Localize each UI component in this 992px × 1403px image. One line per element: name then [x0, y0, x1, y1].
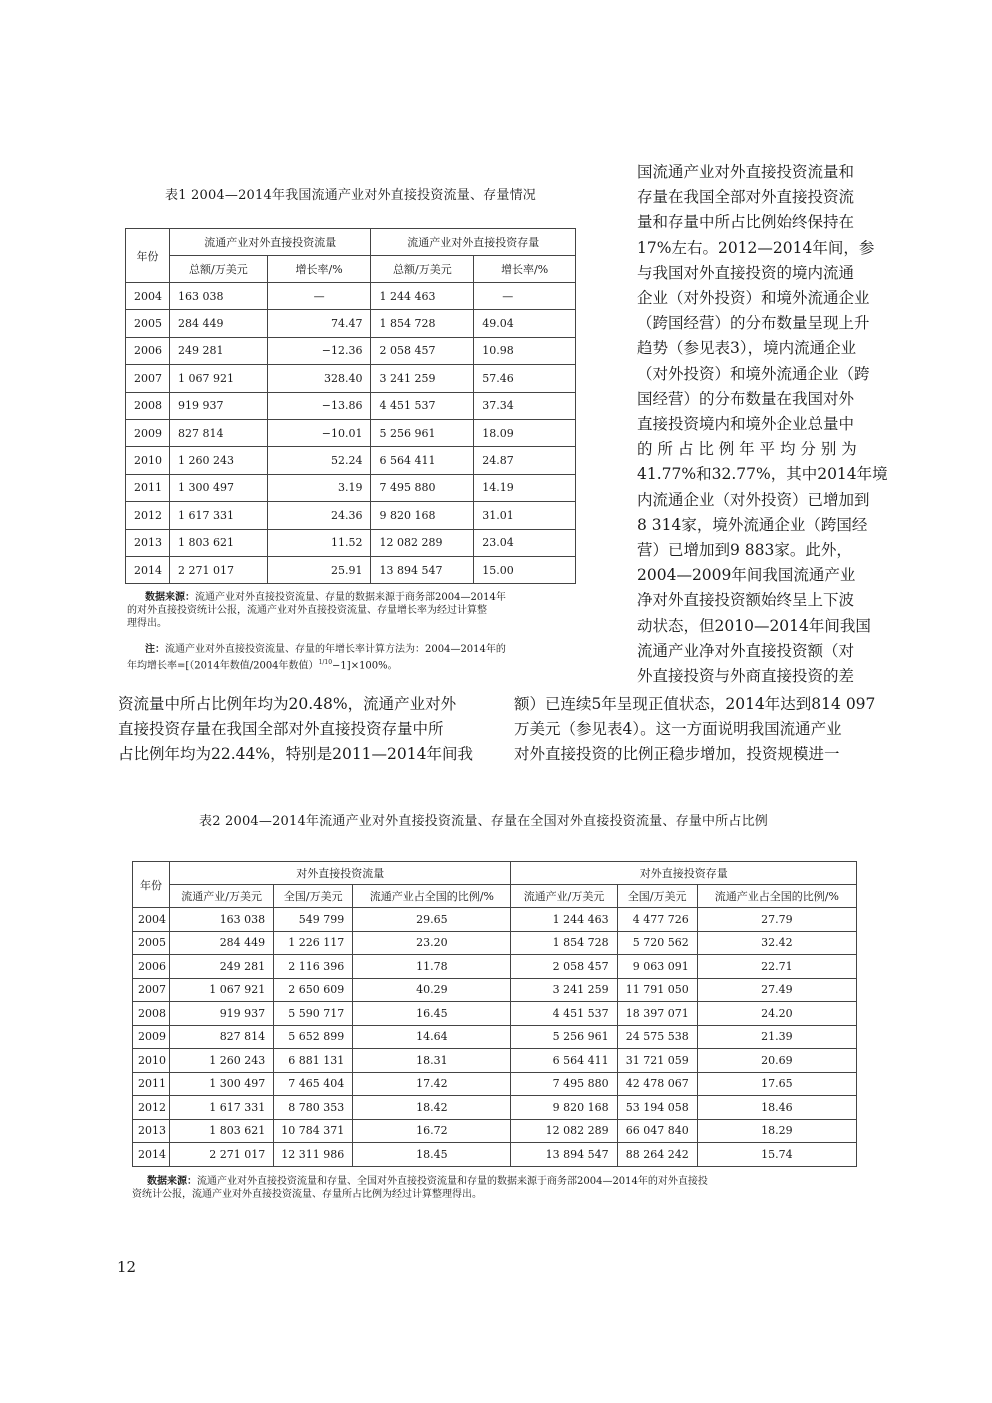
table-cell: 53 194 058 [617, 1096, 697, 1120]
table-cell: 32.42 [697, 931, 856, 955]
table2-column-header: 全国/万美元 [617, 885, 697, 908]
table-row [126, 447, 576, 474]
table-cell: 12 082 289 [371, 529, 474, 556]
table-cell: 1 260 243 [169, 447, 267, 474]
table-cell: 15.74 [697, 1143, 856, 1167]
table1-header-year: 年份 [126, 229, 170, 283]
text-line: 营）已增加到9 883家。此外， [637, 541, 852, 560]
table-row [133, 1072, 857, 1096]
table-cell: 9 820 168 [371, 502, 474, 529]
table-cell: 2005 [126, 310, 170, 337]
table-cell: 88 264 242 [617, 1143, 697, 1167]
table-row [133, 955, 857, 979]
table2 [132, 861, 857, 1167]
table2-source-line: 流通产业对外直接投资流量和存量、全国对外直接投资流量和存量的数据来源于商务部2004—2014年的对外直接投 [197, 1176, 708, 1187]
table-cell: −13.86 [267, 392, 371, 419]
table-cell: −12.36 [267, 337, 371, 364]
table-cell: 2007 [133, 978, 170, 1002]
table-cell: 57.46 [474, 365, 576, 392]
table2-source [147, 1175, 708, 1188]
table-cell: 163 038 [169, 283, 267, 310]
text-line: 2004—2009年间我国流通产业 [637, 566, 856, 585]
table-cell: 66 047 840 [617, 1119, 697, 1143]
table-cell: 2 650 609 [274, 978, 353, 1002]
table-cell: 11 791 050 [617, 978, 697, 1002]
table-cell: 12 082 289 [511, 1119, 617, 1143]
table-cell: 2006 [126, 337, 170, 364]
table-cell: 5 720 562 [617, 931, 697, 955]
table-cell: 3 241 259 [511, 978, 617, 1002]
table-cell: 2 271 017 [169, 556, 267, 583]
table-cell: 16.45 [353, 1002, 511, 1026]
table-cell: 6 881 131 [274, 1049, 353, 1073]
table1-source-line: 的对外直接投资统计公报，流通产业对外直接投资流量、存量增长率为经过计算整 [127, 605, 487, 616]
table-row [133, 1002, 857, 1026]
table-cell: 11.78 [353, 955, 511, 979]
text-line: 内流通企业（对外投资）已增加到 [637, 490, 870, 509]
table-cell: 2 058 457 [511, 955, 617, 979]
table-cell: 1 300 497 [169, 474, 267, 501]
text-line: 国流通产业对外直接投资流量和 [637, 163, 855, 181]
table-cell: 18.45 [353, 1143, 511, 1167]
table-cell: 1 300 497 [170, 1072, 274, 1096]
table-cell: 919 937 [170, 1002, 274, 1026]
text-line: 直接投资存量在我国全部对外直接投资存量中所 [118, 720, 444, 739]
table-cell: 10.98 [474, 337, 576, 364]
table-cell: 18 397 071 [617, 1002, 697, 1026]
table-row [133, 908, 857, 932]
table-cell: 18.46 [697, 1096, 856, 1120]
table-cell: 22.71 [697, 955, 856, 979]
text-line: 万美元（参见表4）。这一方面说明我国流通产业 [514, 720, 842, 739]
table-cell: 1 617 331 [170, 1096, 274, 1120]
table-cell: 17.42 [353, 1072, 511, 1096]
table-cell: 2006 [133, 955, 170, 979]
table2-header-flow: 对外直接投资流量 [170, 862, 511, 885]
table-cell: 1 067 921 [169, 365, 267, 392]
table-cell: 24 575 538 [617, 1025, 697, 1049]
table1-caption: 表1 2004—2014年我国流通产业对外直接投资流量、存量情况 [165, 188, 536, 203]
table-row [126, 392, 576, 419]
table-cell: 1 244 463 [371, 283, 474, 310]
table-cell: 827 814 [170, 1025, 274, 1049]
table-cell: 5 652 899 [274, 1025, 353, 1049]
table-cell: — [474, 283, 576, 310]
table-cell: 3.19 [267, 474, 371, 501]
table-cell: 4 477 726 [617, 908, 697, 932]
table-cell: 27.49 [697, 978, 856, 1002]
table-cell: 13 894 547 [511, 1143, 617, 1167]
table1-note [145, 643, 506, 656]
text-line: 资流量中所占比例年均为20.48%，流通产业对外 [118, 695, 457, 713]
table-cell: 2 271 017 [170, 1143, 274, 1167]
table-cell: 7 465 404 [274, 1072, 353, 1096]
table-cell: 2007 [126, 365, 170, 392]
table-row [133, 1049, 857, 1073]
table-cell: 24.20 [697, 1002, 856, 1026]
table-cell: 25.91 [267, 556, 371, 583]
text-line: （对外投资）和境外流通企业（跨 [637, 364, 870, 383]
table-cell: 2011 [126, 474, 170, 501]
table-cell: 2008 [133, 1002, 170, 1026]
table-cell: 919 937 [169, 392, 267, 419]
table-cell: 29.65 [353, 908, 511, 932]
text-line: 量和存量中所占比例始终保持在 [637, 213, 855, 232]
table-row [133, 978, 857, 1002]
table-cell: 2012 [126, 502, 170, 529]
text-line: （跨国经营）的分布数量呈现上升 [637, 314, 870, 333]
table-cell: 284 449 [170, 931, 274, 955]
table2-caption: 表2 2004—2014年流通产业对外直接投资流量、存量在全国对外直接投资流量、存量中所占比例 [199, 814, 768, 829]
table-cell: 2 058 457 [371, 337, 474, 364]
table-row [126, 556, 576, 583]
table1-note-formula [127, 656, 398, 672]
table-cell: 1 854 728 [371, 310, 474, 337]
table-cell: 37.34 [474, 392, 576, 419]
table-cell: 1 803 621 [170, 1119, 274, 1143]
text-line: 动状态，但2010—2014年间我国 [637, 616, 871, 635]
table2-column-header: 流通产业/万美元 [511, 885, 617, 908]
table-cell: 5 256 961 [371, 419, 474, 446]
table1-source-line: 理得出。 [127, 618, 167, 629]
table-cell: 21.39 [697, 1025, 856, 1049]
right-paragraph [514, 692, 875, 768]
table-cell: 4 451 537 [511, 1002, 617, 1026]
table1-header-stock-growth: 增长率/% [474, 256, 576, 283]
table-cell: 18.42 [353, 1096, 511, 1120]
table1-note-line: −1]×100%。 [332, 660, 398, 672]
table1-source [145, 591, 506, 604]
table-cell: 14.19 [474, 474, 576, 501]
table-row [126, 502, 576, 529]
table-cell: 1 260 243 [170, 1049, 274, 1073]
table-cell: 6 564 411 [511, 1049, 617, 1073]
right-column-text [637, 160, 888, 689]
table-cell: 249 281 [169, 337, 267, 364]
table-cell: 3 241 259 [371, 365, 474, 392]
table-cell: 52.24 [267, 447, 371, 474]
table-cell: 18.09 [474, 419, 576, 446]
table-cell: 18.31 [353, 1049, 511, 1073]
table2-header-stock: 对外直接投资存量 [511, 862, 857, 885]
table-row [133, 1143, 857, 1167]
table-cell: 2008 [126, 392, 170, 419]
table-cell: 17.65 [697, 1072, 856, 1096]
table1-source-label: 数据来源： [145, 592, 195, 603]
table2-column-header: 流通产业占全国的比例/% [697, 885, 856, 908]
table-row [133, 1025, 857, 1049]
table-cell: 1 803 621 [169, 529, 267, 556]
table-cell: 16.72 [353, 1119, 511, 1143]
table2-source-label: 数据来源： [147, 1176, 197, 1187]
table-cell: 12 311 986 [274, 1143, 353, 1167]
table-cell: 2010 [133, 1049, 170, 1073]
page-number: 12 [117, 1258, 137, 1276]
table-row [126, 474, 576, 501]
table-cell: 284 449 [169, 310, 267, 337]
text-line: 直接投资境内和境外企业总量中 [637, 415, 855, 434]
table-row [133, 1119, 857, 1143]
table-cell: 20.69 [697, 1049, 856, 1073]
table-cell: 4 451 537 [371, 392, 474, 419]
text-line: 流通产业净对外直接投资额（对 [637, 641, 855, 660]
table1-header-flow: 流通产业对外直接投资流量 [169, 229, 371, 256]
text-line: 41.77%和32.77%，其中2014年境 [637, 465, 888, 484]
table-cell: 2013 [133, 1119, 170, 1143]
table-row [126, 529, 576, 556]
table-cell: 1 067 921 [170, 978, 274, 1002]
table-cell: 5 590 717 [274, 1002, 353, 1026]
table1-note-line: 流通产业对外直接投资流量、存量的年增长率计算方法为：2004—2014年的 [165, 644, 506, 655]
text-line: 企业（对外投资）和境外流通企业 [637, 289, 870, 308]
text-line: 与我国对外直接投资的境内流通 [637, 263, 855, 282]
table-cell: 2013 [126, 529, 170, 556]
text-line: 国经营）的分布数量在我国对外 [637, 389, 855, 408]
table1-header-flow-total: 总额/万美元 [169, 256, 267, 283]
table-cell: 1 617 331 [169, 502, 267, 529]
table-row [126, 283, 576, 310]
table-cell: 2009 [133, 1025, 170, 1049]
text-line: 净对外直接投资额始终呈上下波 [637, 591, 855, 610]
table-cell: 11.52 [267, 529, 371, 556]
table-cell: 40.29 [353, 978, 511, 1002]
table-cell: 6 564 411 [371, 447, 474, 474]
table-cell: 10 784 371 [274, 1119, 353, 1143]
text-line: 存量在我国全部对外直接投资流 [637, 188, 855, 207]
text-line: 8 314家，境外流通企业（跨国经 [637, 515, 868, 534]
text-line: 趋势（参见表3），境内流通企业 [637, 339, 857, 358]
table-cell: 7 495 880 [371, 474, 474, 501]
table2-header-year: 年份 [133, 862, 170, 908]
table2-source-line: 资统计公报，流通产业对外直接投资流量、存量所占比例为经过计算整理得出。 [132, 1189, 482, 1200]
table-cell: 2011 [133, 1072, 170, 1096]
table1-header-flow-growth: 增长率/% [267, 256, 371, 283]
table-cell: 2004 [133, 908, 170, 932]
table-cell: 2004 [126, 283, 170, 310]
table-cell: 14.64 [353, 1025, 511, 1049]
table-cell: 31.01 [474, 502, 576, 529]
table-cell: 328.40 [267, 365, 371, 392]
table-cell: 1 854 728 [511, 931, 617, 955]
table-cell: 15.00 [474, 556, 576, 583]
table-cell: 9 820 168 [511, 1096, 617, 1120]
table-cell: 7 495 880 [511, 1072, 617, 1096]
text-line: 17%左右。2012—2014年间，参 [637, 238, 875, 257]
left-paragraph [118, 692, 473, 768]
table-cell: — [267, 283, 371, 310]
table1-source-line: 流通产业对外直接投资流量、存量的数据来源于商务部2004—2014年 [195, 592, 506, 603]
table-cell: 13 894 547 [371, 556, 474, 583]
table-cell: 1 226 117 [274, 931, 353, 955]
table-row [126, 337, 576, 364]
text-line: 占比例年均为22.44%，特别是2011—2014年间我 [118, 745, 473, 764]
table-cell: 42 478 067 [617, 1072, 697, 1096]
table-cell: 1 244 463 [511, 908, 617, 932]
table1-header-stock-total: 总额/万美元 [371, 256, 474, 283]
table-row [126, 365, 576, 392]
table-row [133, 931, 857, 955]
table-cell: 23.20 [353, 931, 511, 955]
table-cell: 31 721 059 [617, 1049, 697, 1073]
table-cell: 23.04 [474, 529, 576, 556]
table2-column-header: 流通产业/万美元 [170, 885, 274, 908]
table2-column-header: 流通产业占全国的比例/% [353, 885, 511, 908]
table-cell: 2014 [126, 556, 170, 583]
table-cell: 24.36 [267, 502, 371, 529]
text-line: 外直接投资与外商直接投资的差 [637, 667, 855, 686]
table-row [133, 1096, 857, 1120]
table-cell: 2 116 396 [274, 955, 353, 979]
table-cell: −10.01 [267, 419, 371, 446]
table-cell: 8 780 353 [274, 1096, 353, 1120]
table-cell: 2005 [133, 931, 170, 955]
table1-note-line: 年均增长率=[（2014年数值/2004年数值） [127, 660, 319, 672]
table-cell: 827 814 [169, 419, 267, 446]
table-row [126, 419, 576, 446]
table2-column-header: 全国/万美元 [274, 885, 353, 908]
table-cell: 27.79 [697, 908, 856, 932]
table-cell: 249 281 [170, 955, 274, 979]
table-cell: 163 038 [170, 908, 274, 932]
text-line: 的 所 占 比 例 年 平 均 分 别 为 [637, 440, 857, 459]
table-cell: 2010 [126, 447, 170, 474]
table-cell: 49.04 [474, 310, 576, 337]
table-cell: 2014 [133, 1143, 170, 1167]
table-cell: 2009 [126, 419, 170, 446]
table-cell: 9 063 091 [617, 955, 697, 979]
table1-note-exponent: 1/10 [318, 659, 333, 666]
table-cell: 18.29 [697, 1119, 856, 1143]
table1-note-label: 注： [145, 644, 165, 655]
text-line: 对外直接投资的比例正稳步增加，投资规模进一 [514, 745, 840, 764]
table-cell: 2012 [133, 1096, 170, 1120]
table-cell: 24.87 [474, 447, 576, 474]
table-row [126, 310, 576, 337]
table1-header-stock: 流通产业对外直接投资存量 [371, 229, 576, 256]
table1 [125, 228, 576, 584]
table-cell: 74.47 [267, 310, 371, 337]
table-cell: 5 256 961 [511, 1025, 617, 1049]
table-cell: 549 799 [274, 908, 353, 932]
text-line: 额）已连续5年呈现正值状态，2014年达到814 097 [514, 695, 876, 713]
